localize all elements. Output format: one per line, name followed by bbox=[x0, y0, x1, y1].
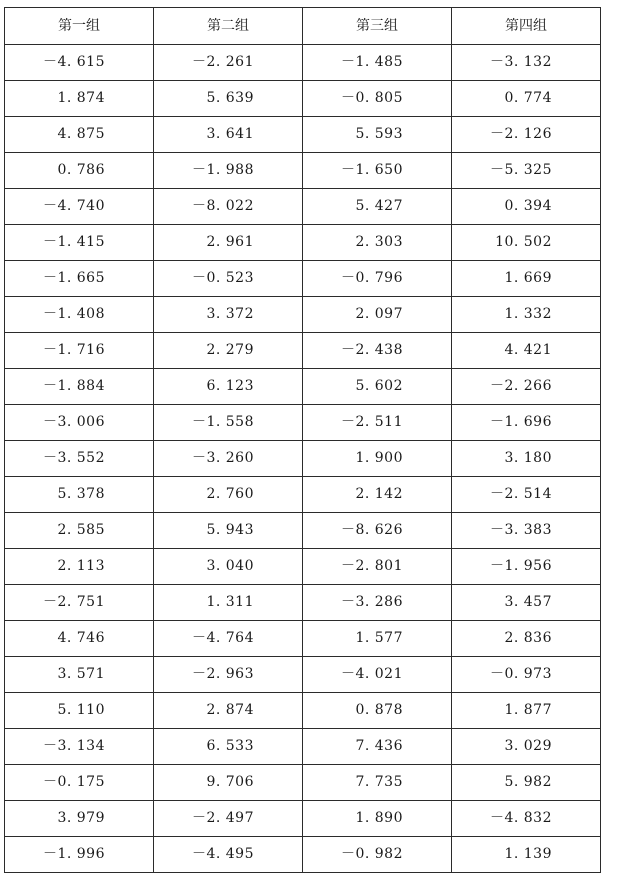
table-cell-group-1: －1. 716 bbox=[5, 333, 154, 369]
table-cell-group-4: －2. 514 bbox=[452, 477, 601, 513]
table-cell-group-3: －2. 438 bbox=[303, 333, 452, 369]
table-cell-group-4: 1. 139 bbox=[452, 837, 601, 873]
column-header-group-1: 第一组 bbox=[5, 8, 154, 45]
table-cell-group-3: －4. 021 bbox=[303, 657, 452, 693]
table-cell-group-1: －4. 740 bbox=[5, 189, 154, 225]
table-cell-group-1: 1. 874 bbox=[5, 81, 154, 117]
table-row bbox=[5, 153, 601, 189]
table-cell-group-1: 5. 378 bbox=[5, 477, 154, 513]
table-cell-group-4: －0. 973 bbox=[452, 657, 601, 693]
table-cell-group-2: 2. 760 bbox=[154, 477, 303, 513]
table-cell-group-4: －3. 383 bbox=[452, 513, 601, 549]
table-cell-group-2: －8. 022 bbox=[154, 189, 303, 225]
table-cell-group-3: 1. 577 bbox=[303, 621, 452, 657]
table-cell-group-4: －1. 696 bbox=[452, 405, 601, 441]
table-cell-group-3: 2. 303 bbox=[303, 225, 452, 261]
table-cell-group-3: 2. 142 bbox=[303, 477, 452, 513]
table-cell-group-4: 0. 394 bbox=[452, 189, 601, 225]
table-row bbox=[5, 513, 601, 549]
table-cell-group-3: －2. 511 bbox=[303, 405, 452, 441]
column-header-group-3: 第三组 bbox=[303, 8, 452, 45]
table-cell-group-3: －2. 801 bbox=[303, 549, 452, 585]
table-row bbox=[5, 729, 601, 765]
table-cell-group-4: 0. 774 bbox=[452, 81, 601, 117]
table-cell-group-3: －1. 650 bbox=[303, 153, 452, 189]
table-cell-group-2: －4. 495 bbox=[154, 837, 303, 873]
table-row bbox=[5, 189, 601, 225]
table-row bbox=[5, 477, 601, 513]
table-cell-group-2: 6. 533 bbox=[154, 729, 303, 765]
table-cell-group-1: －1. 996 bbox=[5, 837, 154, 873]
table-cell-group-2: －0. 523 bbox=[154, 261, 303, 297]
table-cell-group-4: 3. 029 bbox=[452, 729, 601, 765]
table-row bbox=[5, 765, 601, 801]
table-cell-group-3: －3. 286 bbox=[303, 585, 452, 621]
table-cell-group-2: 2. 874 bbox=[154, 693, 303, 729]
table-row bbox=[5, 405, 601, 441]
table-cell-group-2: －2. 497 bbox=[154, 801, 303, 837]
table-cell-group-3: －0. 982 bbox=[303, 837, 452, 873]
table-cell-group-2: 5. 943 bbox=[154, 513, 303, 549]
table-row bbox=[5, 657, 601, 693]
table-cell-group-1: －3. 552 bbox=[5, 441, 154, 477]
table-cell-group-2: －2. 261 bbox=[154, 45, 303, 81]
table-cell-group-2: 9. 706 bbox=[154, 765, 303, 801]
table-cell-group-2: －1. 558 bbox=[154, 405, 303, 441]
table-cell-group-4: 5. 982 bbox=[452, 765, 601, 801]
table-cell-group-3: 1. 890 bbox=[303, 801, 452, 837]
table-cell-group-4: 3. 180 bbox=[452, 441, 601, 477]
table-row bbox=[5, 117, 601, 153]
data-table bbox=[4, 7, 601, 873]
table-cell-group-4: 1. 332 bbox=[452, 297, 601, 333]
table-cell-group-1: 3. 571 bbox=[5, 657, 154, 693]
table-row bbox=[5, 801, 601, 837]
table-cell-group-3: 7. 735 bbox=[303, 765, 452, 801]
table-cell-group-2: 2. 279 bbox=[154, 333, 303, 369]
table-cell-group-1: 2. 585 bbox=[5, 513, 154, 549]
table-cell-group-2: 2. 961 bbox=[154, 225, 303, 261]
table-cell-group-4: 1. 669 bbox=[452, 261, 601, 297]
table-cell-group-3: 7. 436 bbox=[303, 729, 452, 765]
table-cell-group-2: 3. 372 bbox=[154, 297, 303, 333]
table-row bbox=[5, 297, 601, 333]
table-cell-group-2: 1. 311 bbox=[154, 585, 303, 621]
table-cell-group-4: －2. 126 bbox=[452, 117, 601, 153]
column-header-group-2: 第二组 bbox=[154, 8, 303, 45]
table-cell-group-4: －4. 832 bbox=[452, 801, 601, 837]
table-cell-group-1: －4. 615 bbox=[5, 45, 154, 81]
table-cell-group-4: 1. 877 bbox=[452, 693, 601, 729]
table-row bbox=[5, 45, 601, 81]
table-cell-group-4: 2. 836 bbox=[452, 621, 601, 657]
table-cell-group-4: －5. 325 bbox=[452, 153, 601, 189]
table-cell-group-2: －3. 260 bbox=[154, 441, 303, 477]
page bbox=[4, 7, 600, 873]
table-cell-group-2: 6. 123 bbox=[154, 369, 303, 405]
column-header-group-4: 第四组 bbox=[452, 8, 601, 45]
table-cell-group-3: 5. 427 bbox=[303, 189, 452, 225]
table-row bbox=[5, 441, 601, 477]
table-cell-group-1: －1. 884 bbox=[5, 369, 154, 405]
table-cell-group-2: －2. 963 bbox=[154, 657, 303, 693]
table-row bbox=[5, 693, 601, 729]
table-cell-group-3: 1. 900 bbox=[303, 441, 452, 477]
table-row bbox=[5, 261, 601, 297]
table-cell-group-4: －2. 266 bbox=[452, 369, 601, 405]
table-cell-group-1: 2. 113 bbox=[5, 549, 154, 585]
table-cell-group-1: 0. 786 bbox=[5, 153, 154, 189]
table-cell-group-1: －3. 006 bbox=[5, 405, 154, 441]
table-cell-group-1: －3. 134 bbox=[5, 729, 154, 765]
header-row bbox=[5, 8, 601, 45]
table-cell-group-1: 5. 110 bbox=[5, 693, 154, 729]
table-cell-group-3: 5. 593 bbox=[303, 117, 452, 153]
table-cell-group-2: 3. 040 bbox=[154, 549, 303, 585]
table-cell-group-4: 10. 502 bbox=[452, 225, 601, 261]
table-cell-group-3: －1. 485 bbox=[303, 45, 452, 81]
table-row bbox=[5, 225, 601, 261]
table-cell-group-1: 4. 746 bbox=[5, 621, 154, 657]
table-row bbox=[5, 837, 601, 873]
table-row bbox=[5, 585, 601, 621]
table-cell-group-1: －1. 415 bbox=[5, 225, 154, 261]
table-cell-group-3: 2. 097 bbox=[303, 297, 452, 333]
table-row bbox=[5, 81, 601, 117]
table-cell-group-4: －3. 132 bbox=[452, 45, 601, 81]
table-cell-group-1: －0. 175 bbox=[5, 765, 154, 801]
table-cell-group-3: －0. 805 bbox=[303, 81, 452, 117]
table-cell-group-4: 4. 421 bbox=[452, 333, 601, 369]
table-row bbox=[5, 369, 601, 405]
table-cell-group-2: 5. 639 bbox=[154, 81, 303, 117]
table-row bbox=[5, 333, 601, 369]
table-cell-group-3: －0. 796 bbox=[303, 261, 452, 297]
table-row bbox=[5, 549, 601, 585]
table-cell-group-1: 4. 875 bbox=[5, 117, 154, 153]
table-cell-group-3: 0. 878 bbox=[303, 693, 452, 729]
table-cell-group-4: －1. 956 bbox=[452, 549, 601, 585]
table-cell-group-1: 3. 979 bbox=[5, 801, 154, 837]
table-cell-group-1: －2. 751 bbox=[5, 585, 154, 621]
table-row bbox=[5, 621, 601, 657]
table-cell-group-1: －1. 408 bbox=[5, 297, 154, 333]
table-body bbox=[5, 45, 601, 873]
table-cell-group-3: －8. 626 bbox=[303, 513, 452, 549]
table-cell-group-2: 3. 641 bbox=[154, 117, 303, 153]
table-cell-group-2: －4. 764 bbox=[154, 621, 303, 657]
table-cell-group-3: 5. 602 bbox=[303, 369, 452, 405]
table-cell-group-2: －1. 988 bbox=[154, 153, 303, 189]
table-cell-group-1: －1. 665 bbox=[5, 261, 154, 297]
table-cell-group-4: 3. 457 bbox=[452, 585, 601, 621]
